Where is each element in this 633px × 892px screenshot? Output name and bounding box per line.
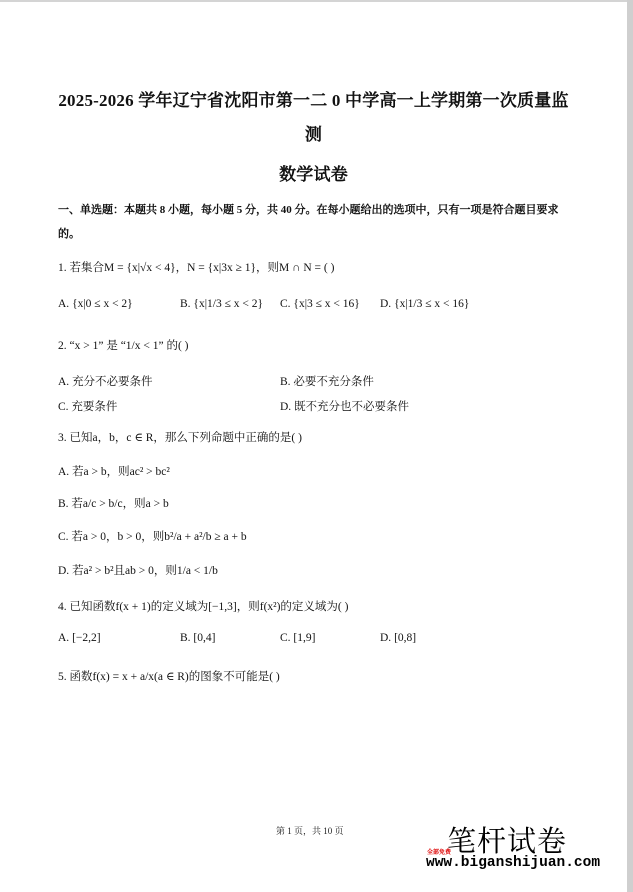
- question-1: [58, 260, 334, 276]
- option-label: D.: [280, 401, 292, 413]
- q2-option-a[interactable]: [58, 374, 153, 390]
- section-header-line2: 的。: [58, 228, 80, 240]
- question-stem: “x > 1” 是 “1/x < 1” 的( ): [69, 340, 189, 352]
- option-text: {x|1/3 ≤ x < 16}: [394, 298, 470, 310]
- option-text: 既不充分也不必要条件: [294, 401, 410, 413]
- question-number: 4.: [58, 601, 67, 613]
- q4-option-c[interactable]: [280, 630, 315, 646]
- q3-option-b[interactable]: [58, 496, 169, 512]
- q3-option-a[interactable]: [58, 464, 170, 480]
- option-label: D.: [58, 565, 70, 577]
- q3-option-d[interactable]: [58, 563, 218, 579]
- option-text: 充分不必要条件: [72, 376, 153, 388]
- option-label: C.: [58, 401, 69, 413]
- option-text: 若a² > b²且ab > 0，则1/a < 1/b: [72, 565, 218, 577]
- option-text: [−2,2]: [72, 632, 101, 644]
- option-text: [1,9]: [293, 632, 316, 644]
- option-label: D.: [380, 632, 392, 644]
- q1-option-d[interactable]: [380, 296, 469, 312]
- question-2: [58, 338, 189, 354]
- option-label: D.: [380, 298, 392, 310]
- option-text: 若a > b，则ac² > bc²: [72, 466, 170, 478]
- option-label: B.: [180, 632, 191, 644]
- q1-option-b[interactable]: [180, 296, 263, 312]
- watermark-brand: 笔杆试卷: [447, 824, 568, 858]
- option-text: 充要条件: [71, 401, 118, 413]
- question-3: [58, 430, 302, 446]
- question-number: 3.: [58, 432, 67, 444]
- option-label: C.: [280, 298, 291, 310]
- q4-option-d[interactable]: [380, 630, 416, 646]
- q4-option-b[interactable]: [180, 630, 215, 646]
- option-text: {x|3 ≤ x < 16}: [293, 298, 360, 310]
- q1-option-c[interactable]: [280, 296, 360, 312]
- question-stem-math: M = {x|√x < 4}，N = {x|3x ≥ 1}，则M ∩ N = ( ): [104, 262, 335, 274]
- option-label: B.: [280, 376, 291, 388]
- q1-option-a[interactable]: [58, 296, 133, 312]
- option-text: 若a/c > b/c，则a > b: [71, 498, 169, 510]
- page-number: 第 1 页，共 10 页: [276, 826, 344, 836]
- option-text: {x|0 ≤ x < 2}: [72, 298, 133, 310]
- option-label: B.: [58, 498, 69, 510]
- option-text: 必要不充分条件: [293, 376, 374, 388]
- option-label: B.: [180, 298, 191, 310]
- document-page: [0, 2, 627, 892]
- option-text: 若a > 0，b > 0，则b²/a + a²/b ≥ a + b: [71, 531, 247, 543]
- vertical-scrollbar[interactable]: [627, 0, 633, 892]
- question-stem: 已知函数f(x + 1)的定义域为[−1,3]，则f(x²)的定义域为( ): [69, 601, 349, 613]
- question-4: [58, 599, 348, 615]
- option-text: {x|1/3 ≤ x < 2}: [193, 298, 264, 310]
- q2-option-d[interactable]: [280, 399, 409, 415]
- question-5: [58, 669, 280, 685]
- exam-subtitle: 数学试卷: [279, 165, 348, 184]
- q2-option-b[interactable]: [280, 374, 374, 390]
- option-label: A.: [58, 632, 70, 644]
- q2-option-c[interactable]: [58, 399, 117, 415]
- section-header-line1: 一、单选题：本题共 8 小题，每小题 5 分，共 40 分。在每小题给出的选项中，只有一项是符合题目要求: [58, 204, 559, 216]
- option-text: [0,8]: [394, 632, 417, 644]
- exam-title-line2: 测: [304, 125, 323, 144]
- option-label: C.: [58, 531, 69, 543]
- question-number: 2.: [58, 340, 67, 352]
- question-stem: 函数f(x) = x + a/x(a ∈ R)的图象不可能是( ): [69, 671, 280, 683]
- exam-title-line1: 2025-2026 学年辽宁省沈阳市第一二 0 中学高一上学期第一次质量监: [58, 91, 569, 110]
- option-text: [0,4]: [193, 632, 216, 644]
- watermark-free-tag: 全部免费: [427, 849, 452, 856]
- option-label: A.: [58, 376, 70, 388]
- question-number: 5.: [58, 671, 67, 683]
- question-number: 1.: [58, 262, 67, 274]
- question-stem-prefix: 若集合: [69, 262, 104, 274]
- option-label: A.: [58, 298, 70, 310]
- question-stem: 已知a，b，c ∈ R，那么下列命题中正确的是( ): [69, 432, 302, 444]
- option-label: C.: [280, 632, 291, 644]
- watermark-url: www.biganshijuan.com: [426, 855, 601, 871]
- q3-option-c[interactable]: [58, 529, 247, 545]
- q4-option-a[interactable]: [58, 630, 101, 646]
- option-label: A.: [58, 466, 70, 478]
